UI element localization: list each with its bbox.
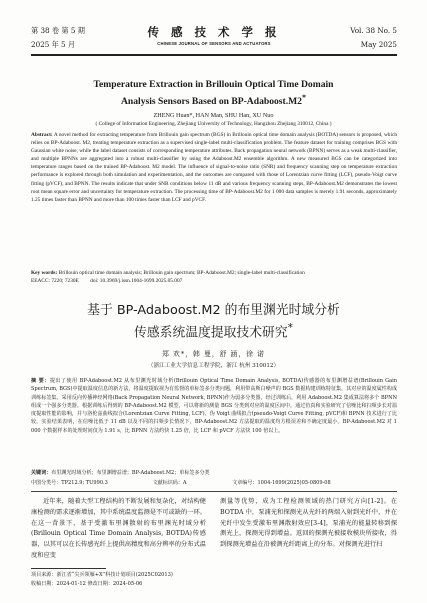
authors-en: ZHENG Huan*, HAN Man, SHU Han, XU Nuo [153, 112, 274, 119]
title-cn-line1: 基于 BP-Adaboost.M2 的布里渊光时域分析 [87, 303, 340, 318]
document-code: 文献标识码：A [152, 480, 187, 486]
abstract-cn [31, 377, 397, 435]
body-right-text: 测量等优势，成为工程检测领域的热门研究方向[1-2]。在 BOTDA 中，泵浦光和探测光从光纤的两端入射到光纤中，并在光纤中发生受激布里渊散射效应[3-4]，泵浦光的能量转移到探测光上，探测光得到增益。返回的探测光被接收模块所接收，得到探测光增益在沿被测光纤距离上的分布。对探测光进行扫 [220, 498, 397, 549]
authors-cn: 郑 欢*，韩 曼，舒 涵，徐 诺 [162, 350, 265, 358]
title-cn-line2: 传感系统温度提取技术研究 [134, 325, 288, 341]
date-cn: 2025 年 5 月 [31, 40, 76, 49]
abstract-en [31, 131, 397, 204]
body-left-text: 近年来，随着大型工程结构的不断发展和复杂化，对结构健康检测的需求逐渐增加，其中系统温度监测是不可或缺的一环。在这一背景下，基于受激布里渊散射的布里渊光时域分析(Brillouin Optical Time Domain Analysis, BOTDA)传感器，以其可以在长传感光纤上提供高精度和高分辨率的分布式温度和应变 [31, 498, 206, 559]
abstract-en-label: Abstract: [31, 132, 53, 138]
title-en-line1: Temperature Extraction in Brillouin Optical Time Domain [93, 79, 334, 90]
title-en-mark: * [301, 93, 306, 102]
keywords-en [31, 269, 397, 277]
article-number: 文章编号：1004-1699(2025)05-0809-08 [232, 480, 331, 486]
keywords-en-label: Key words: [31, 270, 58, 276]
keywords-cn-label: 关键词： [31, 470, 52, 476]
classification-ids [31, 479, 397, 486]
affiliation-cn: （浙江工业大学信息工程学院，浙江 杭州 310012） [147, 363, 280, 369]
journal-name-cn: 传 感 技 术 学 报 [147, 25, 281, 39]
paper-title-cn [20, 302, 407, 341]
title-cn-mark: * [287, 321, 293, 334]
affiliation-en: ( College of Information Engineering, Zhejiang University of Technology, Hangzhou Zhejiang 310012, China ) [95, 121, 332, 127]
eeacc: EEACC: 7220; 7230E [31, 278, 79, 284]
eeacc-doi [31, 278, 397, 284]
keywords-cn-text: 布里渊光时域分析；布里渊增益谱；BP-Adaboost.M2；单标签多分类 [51, 470, 210, 476]
title-en-line2: Analysis Sensors Based on BP-Adaboost.M2 [121, 96, 302, 108]
footnote-rule [31, 568, 106, 569]
journal-name-en: CHINESE JOURNAL OF SENSORS AND ACTUATORS [157, 41, 271, 46]
header-rule [31, 54, 397, 56]
body-column-right [220, 497, 397, 551]
body-column-left [31, 497, 206, 562]
paper-title-en [30, 78, 397, 108]
abstract-cn-text: 提出了使用 BP-Adaboost.M2 从布里渊光时域分析(Brillouin Optical Time Domain Analysis, BOTDA)传感器的布里渊增益谱(Brillouin Gain Spectrum, BGS)中提取温度信息的新方法，将温度提取视为有监督的单标签多分类问题，利用带高斯白噪声的 BGS 数据构建训练特征集，其对应的温度属性构成训练标签集。采用反向传播神经网络(Back Propagation Neural Network, BPNN)作为弱多分类器，经过训练后，利用 Adaboost.M2 集成算法将多个 BPNN 组成一个强多分类器。根据训练后得到的 BP-Adaboost.M2 模型，可以将新的测量 BGS 分类到对应的温度区间中。通过仿真和实验研究了信噪比和扫频步长对温度提取性能的影响，并与洛伦兹曲线拟合(Lorentzian Curve Fitting, LCF)、伪 Voigt 曲线拟合(pseudo-Voigt Curve Fitting, pVCF)和 BPNN 技术进行了比较。实验结果表明，在信噪比低于 11 dB 以及不同的扫频步长情况下，BP-Adaboost.M2 方法提取的温度均方根误差和不确定度最小。BP-Adaboost.M2 对 1 000 个数据样本的处理时间仅为 1.91 s，比 BPNN 方法约快 1.25 倍，比 LCF 和 pVCF 方法快 100 倍以上。 [31, 378, 397, 434]
volume-cn: 第 38 卷 第 5 期 [31, 26, 85, 35]
keywords-en-text: Brillouin optical time domain analysis; Brillouin gain spectrum; BP-Adaboost.M2; single-label multi-classification [58, 270, 305, 276]
footnote-received: 收稿日期：2024-01-12 修改日期：2024-05-06 [31, 581, 143, 587]
footnote-fund: 项目来源：浙江省“尖兵领雁+X”科技计划项目(2025C02013) [31, 572, 173, 578]
abstract-cn-label: 摘 要： [31, 378, 50, 384]
doi: doi: 10.3969/j.issn.1004-1699.2025.05.007 [90, 278, 183, 284]
date-en: May 2025 [360, 40, 397, 49]
section-rule [31, 491, 397, 492]
clc-number: 中图分类号：TP212.9; TU990.3 [31, 480, 108, 486]
keywords-cn [31, 469, 397, 477]
volume-en: Vol. 38 No. 5 [350, 26, 397, 35]
abstract-en-text: A novel method for extracting temperature from Brillouin gain spectrum (BGS) in Brillouin optical time domain analysis (BOTDA) sensors is proposed, which relies on BP-Adaboost. M2, treating temperature extraction as a supervised single-label multi-classification problem. The feature dataset for training comprises BGS with Gaussian white noise, while the label dataset consists of corresponding temperature attributes. Back propagation neural network (BPNN) serves as a weak multi-classifier, and multiple BPNNs are aggregated into a robust multi-classifier by using the Adaboost.M2 ensemble algorithm. A new measured BGS can be categorized into temperature ranges based on the trained BP-Adaboost. M2 model. The influence of signal-to-noise ratio (SNR) and frequency scanning step on temperature extraction performance is explored through both simulation and experimentation, and the outcomes are compared with those of Lorentzian curve fitting (LCF), pseudo-Voigt curve fitting (pVCF), and BPNN. The results indicate that under SNR conditions below 11 dB and various frequency scanning steps, BP-Adaboost.M2 demonstrates the lowest root mean square error and uncertainty for temperature extraction. The processing time of BP-Adaboost.M2 for 1 000 data samples is merely 1.91 seconds, approximately 1.25 times faster than BPNN and more than 100 times faster than LCF and pVCF. [31, 132, 398, 203]
